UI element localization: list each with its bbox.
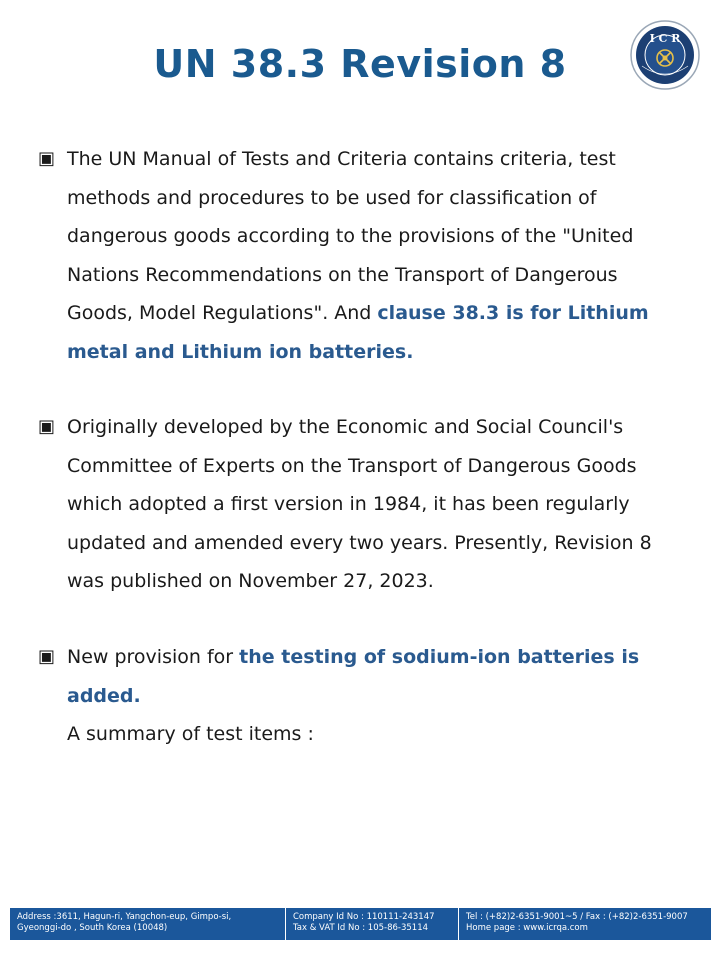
icr-logo-icon: [630, 20, 700, 90]
paragraph-1-text: The UN Manual of Tests and Criteria contains criteria, test methods and procedures to be used for classification of dangerous goods according to the provisions of the "United Nations Recommendations on the Transport of Dangerous Goods, Model Regulations". And: [67, 148, 634, 324]
footer-address: Address :3611, Hagun-ri, Yangchon-eup, Gimpo-si, Gyeonggi-do , South Korea (10048): [17, 912, 232, 933]
paragraph-3-highlight: the testing of sodium-ion batteries is added.: [67, 646, 640, 707]
bullet-icon: ▣: [38, 646, 56, 667]
bullet-icon: ▣: [38, 416, 56, 437]
footer-bar: [10, 908, 711, 940]
footer-homepage-link[interactable]: Home page : www.icrqa.com: [466, 923, 588, 933]
paragraph-2-text: Originally developed by the Economic and Social Council's Committee of Experts on the Transport of Dangerous Goods which adopted a first version in 1984, it has been regularly updated and amended every two years. Presently, Revision 8 was published on November 27, 2023.: [67, 416, 652, 592]
paragraph-un-manual: [38, 140, 678, 371]
paragraph-3-text: New provision for: [67, 646, 240, 668]
bullet-icon: ▣: [38, 148, 56, 169]
footer-contact: Tel : (+82)2-6351-9001~5 / Fax : (+82)2-6351-9007 Home page : www.icrqa.com: [458, 908, 711, 940]
paragraph-1-highlight: clause 38.3 is for Lithium metal and Lithium ion batteries.: [67, 302, 649, 363]
page-title: UN 38.3 Revision 8: [153, 42, 567, 86]
paragraph-history: [38, 408, 678, 601]
logo-text: I C R: [649, 32, 681, 45]
paragraph-new-provision: [38, 638, 678, 754]
summary-intro: A summary of test items :: [67, 723, 314, 745]
footer-company-ids: Company Id No : 110111-243147 Tax & VAT Id No : 105-86-35114: [285, 908, 458, 940]
